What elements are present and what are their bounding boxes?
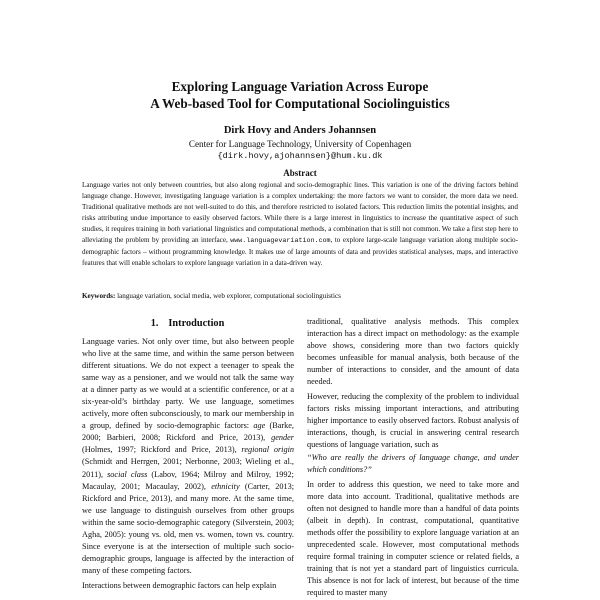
abstract-emphasis-both: both [167,224,181,233]
factor-social-class: social class [107,469,148,479]
right-paragraph-3: In order to address this question, we need to take more and more data into account. Traditional, qualitative methods are often not designed to handle more than a handful of data points (albeit in depth). In contrast, computational, quantitative methods offer the possibility to explore language variation at an unprecedented scale. However, most computational methods require formal training in computer science or related fields, a training that is not yet a standard part of linguistics curricula. This absence is not for lack of interest, but because of the time required to master many [307,479,519,598]
abstract-url: www.languagevariation.com [230,236,331,245]
abstract-body [82,180,518,269]
left-column [82,336,294,592]
email: {dirk.hovy,ajohannsen}@hum.ku.dk [217,150,383,161]
intro-paragraph-1 [82,336,294,577]
affiliation: Center for Language Technology, University of Copenhagen [188,139,412,149]
intro-text-d: (Schmidt and Herrgen, 2001; Nerbonne, 2003; Wieling et al., 2011), [82,457,294,479]
intro-text-b: (Barke, 2000; Barbieri, 2008; Rickford and Price, 2013), [82,421,294,443]
abstract-text-2: variational linguistics and computational methods, a combination that is still not common. We take a first step here to alleviating the problem by providing an interface, [82,224,519,244]
factor-regional-origin: regional origin [241,445,295,455]
intro-text-c: (Holmes, 1997; Rickford and Price, 2013), [82,445,242,455]
right-column [307,316,519,599]
keywords [82,291,518,301]
keywords-label: Keywords: [82,292,116,300]
research-question-text: “Who are really the drivers of language change, and under which conditions?” [307,452,519,474]
affiliation-block [0,139,600,162]
keywords-text: language variation, social media, web explorer, computational sociolinguistics [115,292,341,300]
factor-age: age [253,421,266,431]
intro-text-a: Language varies. Not only over time, but also between people who live at the same time, and within the same person between different situations. We do not expect a teenager to speak the same way as a pensioner, and we would not talk the same way at a dinner party as we would at a scientific conference, or at a six-year-old’s birthday party. We use language, sometimes actively, more often subconsciously, to mark our membership in a group, defined by socio-demographic factors: [82,337,294,431]
intro-text-e: (Labov, 1964; Milroy and Milroy, 1992; Macaulay, 2001; Macaulay, 2002), [82,469,294,491]
section-title: Introduction [168,318,225,329]
abstract-text-1: Language varies not only between countries, but also along regional and socio-demographic lines. This variation is one of the driving factors behind language change. However, investigating language variation is a complex undertaking: the more factors we want to consider, the more data we need. Traditional qualitative methods are not well-suited to do this, and therefore restricted to isolated factors. This reduction limits the potential insights, and risks attributing undue importance to easily observed factors. While there is a large interest in linguistics to increase the quantitative aspect of such studies, it requires training in [82,181,518,233]
abstract-text-3: , to explore large-scale language variation along multiple socio-demographic factors – without programming knowledge. It makes use of large amounts of data and provides statistical analyses, maps, and interactive features that will enable scholars to explore language variation in a data-driven way. [82,235,519,267]
right-paragraph-2: However, reducing the complexity of the problem to individual factors risks missing important interactions, and attributing higher importance to easily observed factors. Robust analysis of interactions, though, is crucial in answering central research questions of language variation, such as [307,392,519,450]
section-heading-introduction [82,318,293,330]
abstract-heading: Abstract [283,168,317,178]
research-question-quote [307,452,519,476]
title-line-1: Exploring Language Variation Across Europe [171,79,429,94]
intro-text-f: (Carter, 2013; Rickford and Price, 2013), and many more. At the same time, we use language to distinguish ourselves from other groups within the same socio-demographic category (Silverstein, 2003; Agha, 2005): young vs. old, men vs. women, town vs. country. Since everyone is at the intersection of multiple such socio-demographic groups, language is affected by the interaction of many of these competing factors. [82,481,294,575]
right-paragraph-1: traditional, qualitative analysis methods. This complex interaction has a direct impact on methodology: as the example above shows, considering more than two factors quickly becomes unfeasible for manual analysis, both because of the number of interactions to consider, and the amount of data needed. [307,317,519,387]
section-number: 1. [150,318,159,329]
factor-ethnicity: ethnicity [211,481,240,491]
intro-paragraph-2: Interactions between demographic factors can help explain [82,580,277,590]
title-line-2: A Web-based Tool for Computational Sociolinguistics [150,96,450,111]
factor-gender: gender [271,433,294,443]
paper-title [0,78,600,112]
authors: Dirk Hovy and Anders Johannsen [223,125,377,136]
